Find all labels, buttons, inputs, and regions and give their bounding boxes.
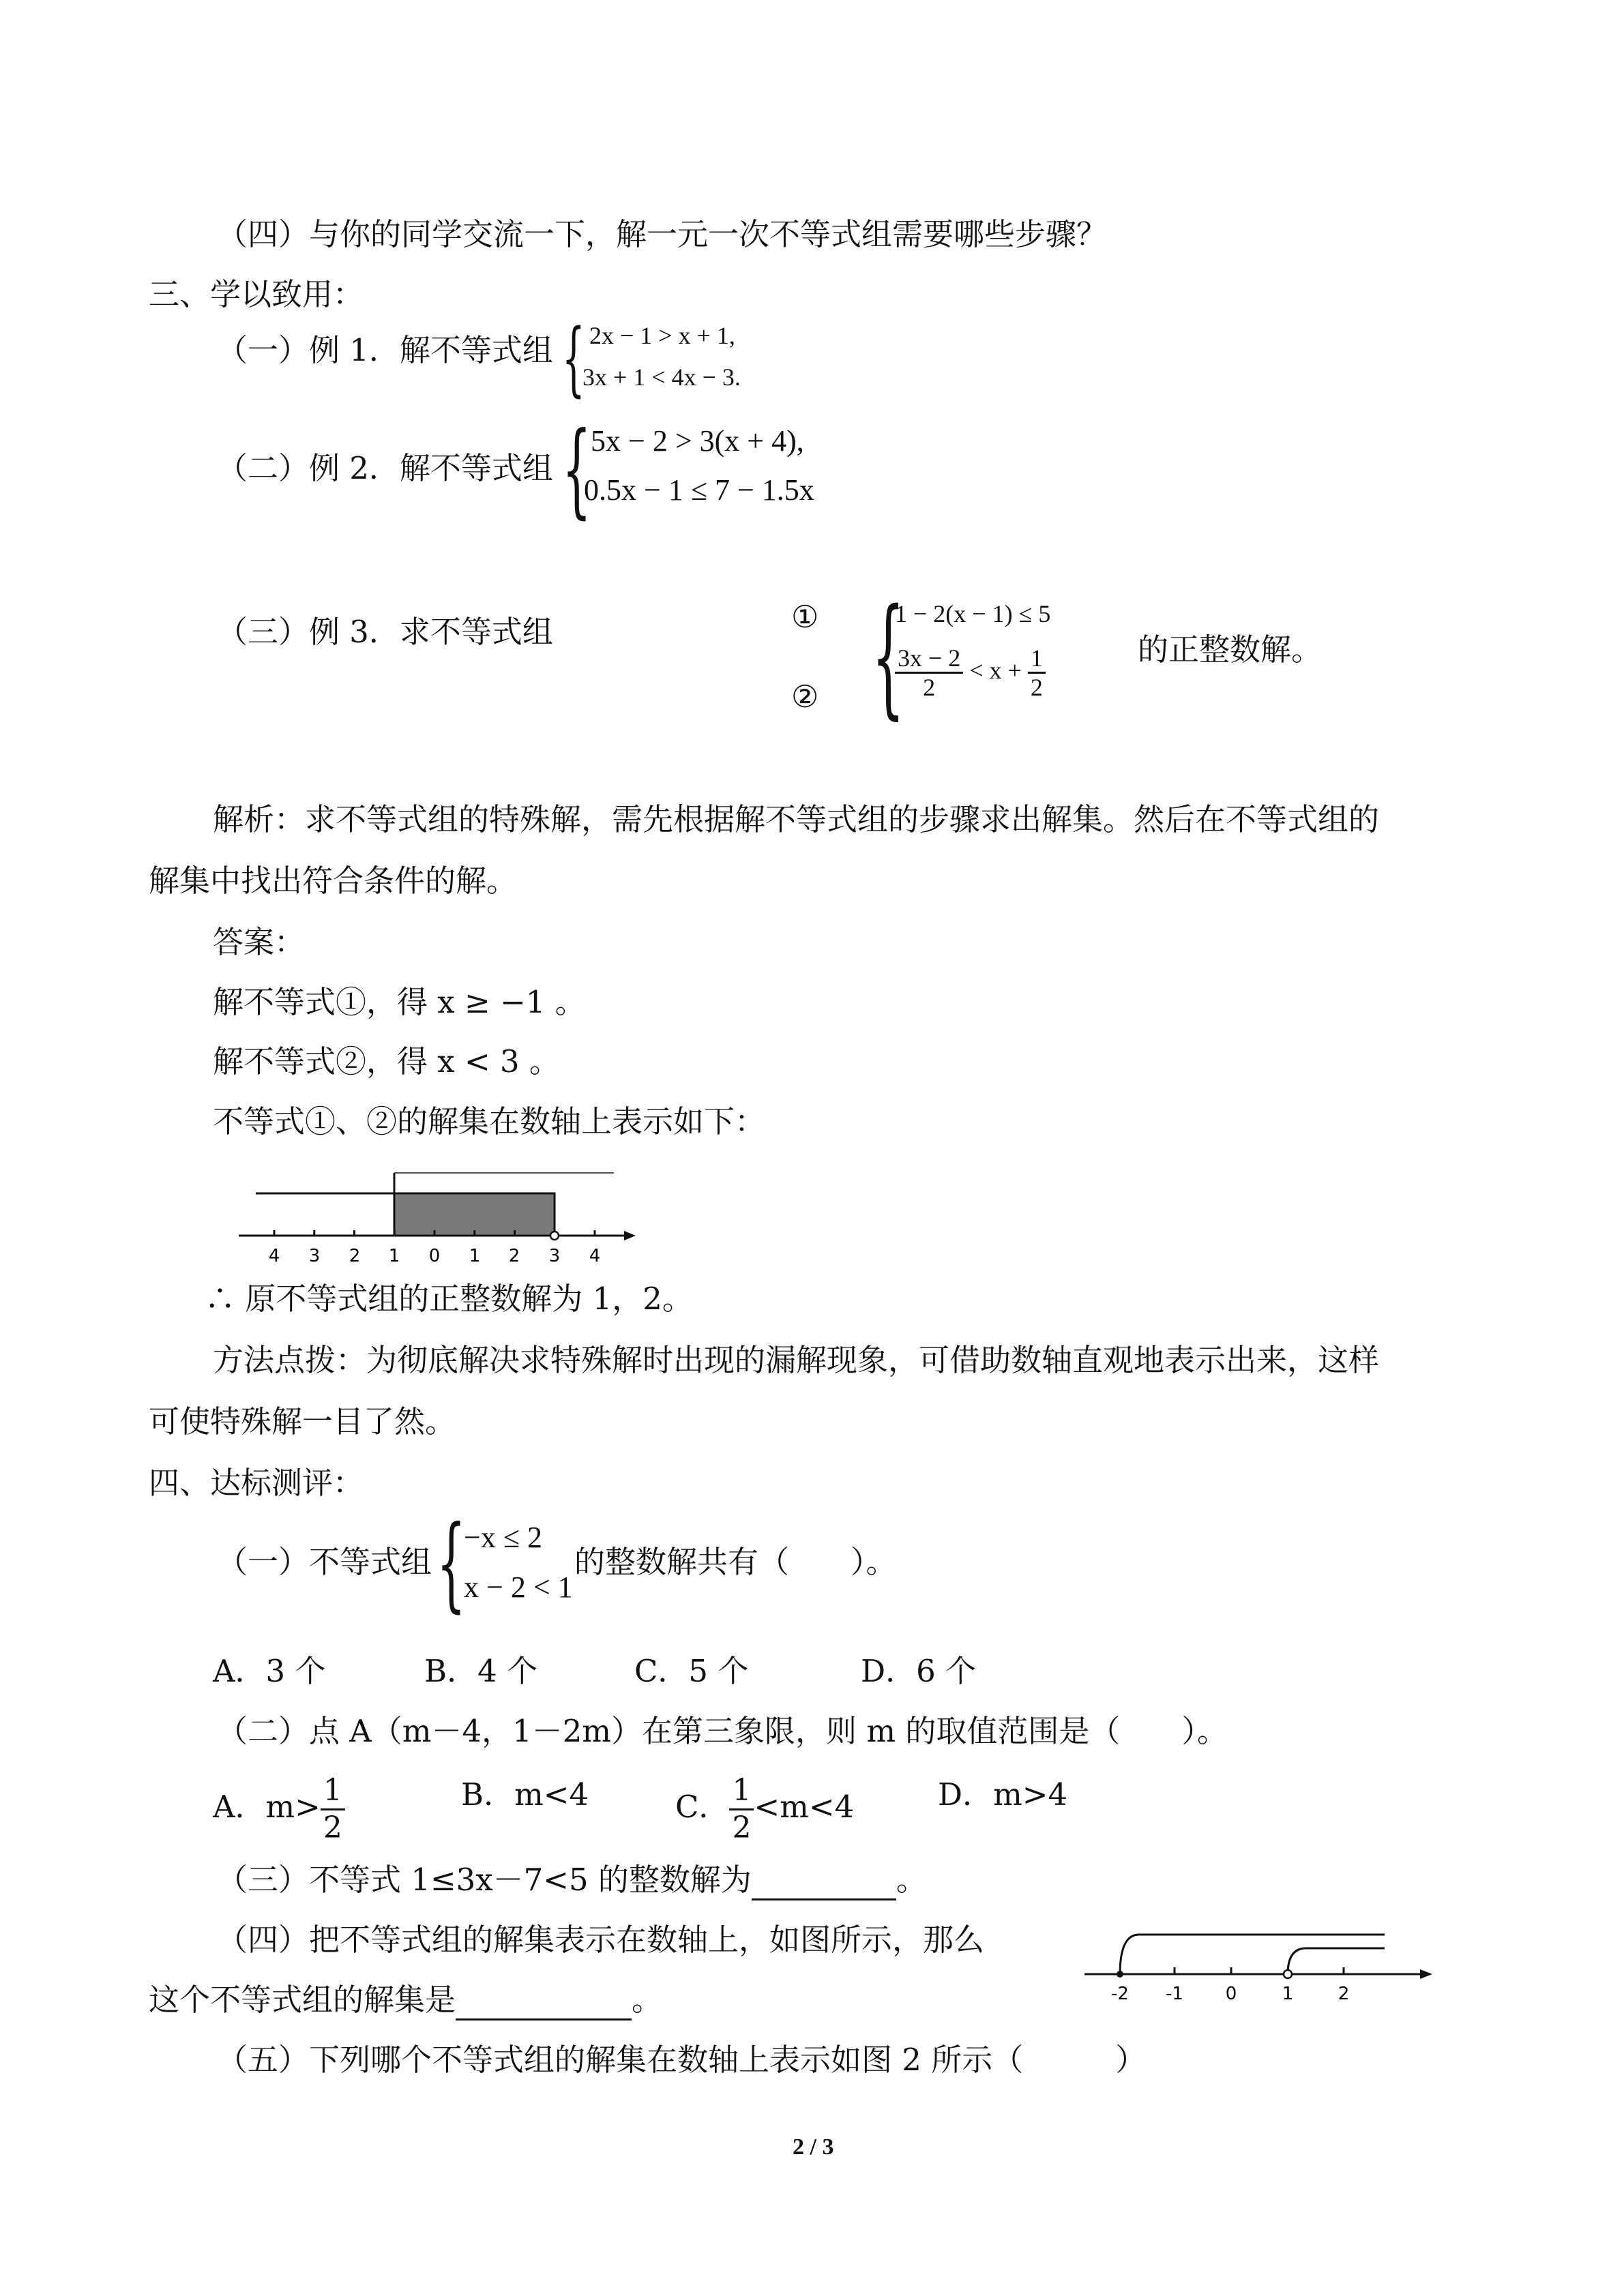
example-3-line-1: 1 − 2(x − 1) ≤ 5 (895, 600, 1051, 627)
fraction: $\frac{1}{2}$ (321, 1773, 345, 1846)
option-c: C．5 个 (634, 1653, 749, 1689)
marker-1: ① (791, 599, 819, 635)
tick-label: 4 (589, 1246, 601, 1266)
analysis-line-1: 解析：求不等式组的特殊解，需先根据解不等式组的步骤求出解集。然后在不等式组的 (213, 801, 1380, 837)
tick-label: -2 (1111, 1984, 1129, 2004)
question-1-suffix: 的整数解共有（ ）。 (574, 1544, 897, 1580)
example-1-line-2: 3x + 1 < 4x − 3. (582, 363, 741, 391)
option-a: A．3 个 (213, 1653, 326, 1689)
question-2-text: （二）点 A（m－4，1－2m）在第三象限，则 m 的取值范围是（ ）。 (217, 1713, 1228, 1749)
question-2-option-a: A．m> $\frac{1}{2}$ (213, 1773, 345, 1846)
fraction: $\frac{3x - 2}{2}$ (895, 644, 963, 701)
answer-label: 答案： (213, 924, 306, 960)
section-four-title: 四、达标测评： (149, 1465, 364, 1501)
left-brace: { (562, 311, 585, 405)
number-line-2 (1071, 1920, 1439, 2015)
open-endpoint (1284, 1970, 1292, 1978)
tick-label: 1 (388, 1246, 400, 1266)
question-2-option-d: D．m>4 (938, 1776, 1068, 1813)
question-4-line-1: （四）把不等式组的解集表示在数轴上，如图所示，那么 (217, 1922, 985, 1958)
tick-label: 4 (268, 1246, 280, 1266)
closed-endpoint (1117, 1971, 1123, 1978)
example-1-line-1: 2x − 1 > x + 1, (589, 322, 735, 349)
question-3: （三）不等式 1≤3x－7<5 的整数解为 。 (217, 1862, 927, 1900)
conclusion: ∴ 原不等式组的正整数解为 1，2。 (205, 1281, 693, 1317)
section-four-question: （四）与你的同学交流一下，解一元一次不等式组需要哪些步骤？ (217, 216, 1108, 252)
example-3-suffix: 的正整数解。 (1138, 631, 1323, 668)
left-brace: { (872, 581, 905, 732)
tick-label: 2 (349, 1246, 361, 1266)
number-line-1 (232, 1159, 641, 1275)
ray-line (1120, 1935, 1385, 1974)
method-line-1: 方法点拨：为彻底解决求特殊解时出现的漏解现象，可借助数轴直观地表示出来，这样 (213, 1342, 1380, 1378)
answer-blank[interactable] (752, 1862, 896, 1900)
tick-label: 3 (308, 1246, 321, 1266)
tick-label: 3 (548, 1246, 561, 1266)
solution-line-2: 解不等式②，得 x < 3 。 (213, 1043, 560, 1079)
example-2-label: （二）例 2．解不等式组 (217, 450, 553, 486)
tick-label: 1 (1282, 1984, 1294, 2004)
example-3-label: （三）例 3．求不等式组 (217, 614, 553, 650)
question-2-option-b: B．m<4 (461, 1776, 589, 1813)
tick-label: 2 (1338, 1984, 1350, 2004)
solution-region (394, 1193, 555, 1236)
option-b: B．4 个 (424, 1653, 538, 1689)
analysis-line-2: 解集中找出符合条件的解。 (149, 863, 518, 899)
axis-arrow (624, 1231, 636, 1240)
question-1-prefix: （一）不等式组 (217, 1544, 432, 1580)
tick-label: 0 (1225, 1984, 1237, 2004)
question-4-line-2: 这个不等式组的解集是 。 (149, 1982, 662, 2021)
example-1-label: （一）例 1．解不等式组 (217, 332, 553, 368)
tick-label: 1 (469, 1246, 481, 1266)
example-2-line-1: 5x − 2 > 3(x + 4), (591, 424, 804, 458)
method-line-2: 可使特殊解一目了然。 (149, 1403, 456, 1440)
left-brace: { (437, 1504, 466, 1623)
tick-label: 0 (428, 1246, 441, 1266)
fraction: $\frac{1}{2}$ (1028, 644, 1046, 701)
left-brace: { (562, 411, 591, 529)
tick-label: -1 (1166, 1984, 1183, 2004)
axis-arrow (1420, 1969, 1432, 1979)
fraction: $\frac{1}{2}$ (729, 1773, 754, 1846)
solution-line-3: 不等式①、②的解集在数轴上表示如下： (213, 1103, 766, 1139)
marker-2: ② (791, 679, 819, 715)
question-5: （五）下列哪个不等式组的解集在数轴上表示如图 2 所示（ ） (217, 2042, 1147, 2078)
answer-blank[interactable] (456, 1982, 632, 2021)
question-1-line-1: −x ≤ 2 (464, 1521, 542, 1554)
page-number: 2 / 3 (793, 2134, 834, 2160)
tick-label: 2 (508, 1246, 520, 1266)
option-d: D．6 个 (861, 1653, 977, 1689)
open-endpoint (550, 1232, 559, 1240)
section-three-title: 三、学以致用： (149, 276, 364, 312)
example-3-line-2: $\frac{3x - 2}{2}$ < x + $\frac{1}{2}$ (895, 644, 1046, 701)
question-1-line-2: x − 2 < 1 (464, 1570, 573, 1604)
ray-line (1288, 1948, 1385, 1974)
solution-line-1: 解不等式①，得 x ≥ −1 。 (213, 984, 586, 1020)
question-2-option-c: C． $\frac{1}{2}$ <m<4 (675, 1773, 855, 1845)
example-2-line-2: 0.5x − 1 ≤ 7 − 1.5x (584, 473, 814, 507)
